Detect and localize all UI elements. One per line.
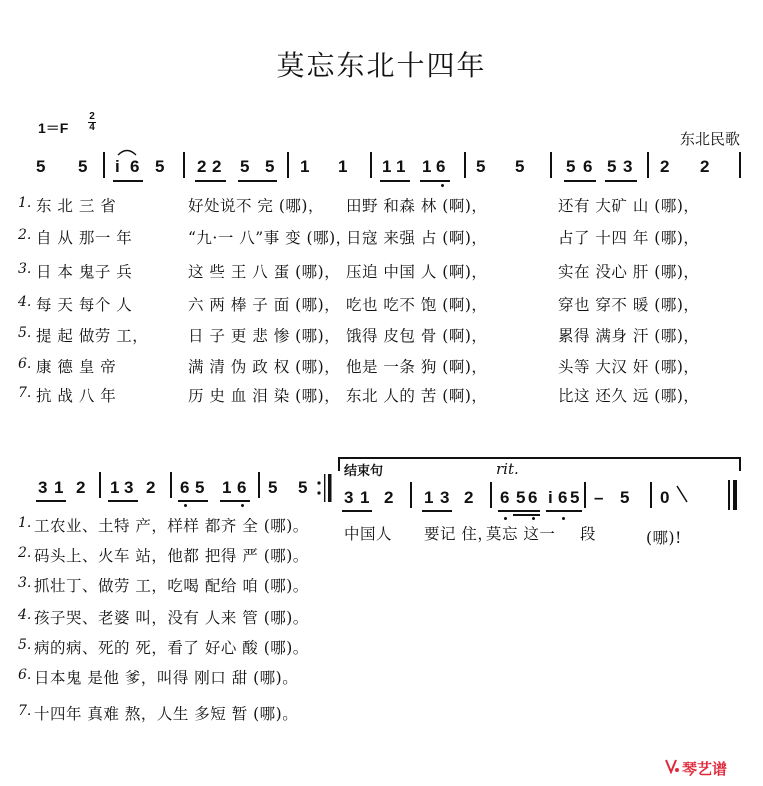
lyric-line: 提 起 做劳 工， <box>36 327 149 345</box>
song-credit: 东北民歌 <box>680 130 741 148</box>
low-octave-dot <box>504 517 507 520</box>
low-octave-dot <box>184 504 187 507</box>
note: 5 <box>78 157 88 176</box>
lyric-line: 穿也 穿不 暖 (哪)， <box>558 296 700 314</box>
low-octave-dot <box>532 517 535 520</box>
beam <box>605 180 637 182</box>
lyric-line: 好处说不 完 (哪)， <box>188 197 324 215</box>
barline <box>739 152 741 178</box>
note: 1 <box>360 488 370 507</box>
note: 6 <box>130 157 140 176</box>
qinyipu-logo-icon <box>664 758 680 774</box>
barline <box>99 472 101 498</box>
low-octave-dot <box>441 184 444 187</box>
final-barline-thick <box>733 480 737 510</box>
lyric-line: 东 北 三 省 <box>36 197 117 215</box>
verse-number: 5. <box>18 637 32 653</box>
note: 1 <box>382 157 392 176</box>
verse-number: 3. <box>18 261 32 277</box>
lyric-line: 自 从 那一 年 <box>36 229 133 247</box>
beam <box>564 180 596 182</box>
barline <box>410 482 412 508</box>
beam <box>36 500 66 502</box>
key-signature: 1＝F <box>38 120 69 136</box>
note: 6 <box>436 157 446 176</box>
breath-mark-icon <box>674 484 690 504</box>
note: 1 <box>300 157 310 176</box>
verse-number: 7. <box>18 385 32 401</box>
note: i <box>548 488 553 507</box>
barline <box>287 152 289 178</box>
note: 6 <box>500 488 510 507</box>
final-barline-thin <box>728 480 730 510</box>
beam <box>498 510 540 512</box>
verse-number: 7. <box>18 703 32 719</box>
lyric-line: 抗 战 八 年 <box>36 387 117 405</box>
lyric-line: 日 子 更 悲 惨 (哪)， <box>188 327 341 345</box>
note: 1 <box>422 157 432 176</box>
lyric-line: 压迫 中国 人 (啊)， <box>346 263 488 281</box>
time-signature <box>88 112 96 133</box>
lyric-line: 比这 还久 远 (哪)， <box>558 387 700 405</box>
note: i <box>115 157 120 176</box>
lyric-line: 他是 一条 狗 (啊)， <box>346 358 488 376</box>
note: 3 <box>344 488 354 507</box>
note: 1 <box>396 157 406 176</box>
note: 2 <box>464 488 474 507</box>
barline <box>258 472 260 498</box>
lyric-line: “九·一 八”事 变 (哪)， <box>188 229 352 247</box>
ending-bracket-right <box>739 457 741 471</box>
verse-number: 6. <box>18 356 32 372</box>
note: 1 <box>222 478 232 497</box>
lyric-line: 孩子哭、老婆 叫，没有 人来 管 (哪)。 <box>34 609 309 627</box>
note: 6 <box>583 157 593 176</box>
beam <box>420 180 450 182</box>
note: 6 <box>180 478 190 497</box>
ritardando-marking: rit. <box>496 460 519 478</box>
note: 5 <box>620 488 630 507</box>
note: 2 <box>146 478 156 497</box>
beam <box>342 510 372 512</box>
verse-number: 2. <box>18 545 32 561</box>
beam <box>546 510 582 512</box>
repeat-sign-icon <box>316 474 338 502</box>
note: 5 <box>570 488 580 507</box>
barline <box>170 472 172 498</box>
ending-lyric: (哪)! <box>646 529 682 547</box>
verse-number: 6. <box>18 667 32 683</box>
lyric-line: 这 些 王 八 蛋 (哪)， <box>188 263 341 281</box>
lyric-line: 抓壮丁、做劳 工，吃喝 配给 咱 (哪)。 <box>34 577 309 595</box>
fermata-icon <box>116 146 138 156</box>
beam <box>220 500 250 502</box>
lyric-line: 吃也 吃不 饱 (啊)， <box>346 296 488 314</box>
note: 2 <box>700 157 710 176</box>
note: 0 <box>660 488 670 507</box>
barline <box>550 152 552 178</box>
note: 2 <box>197 157 207 176</box>
verse-number: 5. <box>18 325 32 341</box>
lyric-line: 累得 满身 汗 (哪)， <box>558 327 700 345</box>
ending-lyric: 段 <box>580 525 597 543</box>
note: 2 <box>660 157 670 176</box>
note: 1 <box>424 488 434 507</box>
note: 1 <box>110 478 120 497</box>
beam <box>380 180 410 182</box>
lyric-line: 工农业、土特 产，样样 都齐 全 (哪)。 <box>34 517 309 535</box>
note: 2 <box>212 157 222 176</box>
lyric-line: 满 清 伪 政 权 (哪)， <box>188 358 341 376</box>
song-title: 莫忘东北十四年 <box>276 49 487 82</box>
barline <box>464 152 466 178</box>
verse-number: 4. <box>18 607 32 623</box>
lyric-line: 实在 没心 肝 (哪)， <box>558 263 700 281</box>
note: 6 <box>528 488 538 507</box>
note: 1 <box>54 478 64 497</box>
ending-lyric: 中国人 <box>344 525 393 543</box>
lyric-line: 头等 大汉 奸 (哪)， <box>558 358 700 376</box>
note: 3 <box>124 478 134 497</box>
lyric-line: 日寇 来强 占 (啊)， <box>346 229 488 247</box>
barline <box>490 482 492 508</box>
note: 5 <box>155 157 165 176</box>
time-signature-bottom: 4 <box>89 122 95 133</box>
verse-number: 1. <box>18 515 32 531</box>
beam <box>422 510 452 512</box>
verse-number: 2. <box>18 227 32 243</box>
note: 1 <box>338 157 348 176</box>
note: 5 <box>476 157 486 176</box>
lyric-line: 码头上、火车 站，他都 把得 严 (哪)。 <box>34 547 309 565</box>
barline <box>650 482 652 508</box>
low-octave-dot <box>241 504 244 507</box>
lyric-line: 每 天 每个 人 <box>36 296 133 314</box>
lyric-line: 日本鬼 是他 爹，叫得 刚口 甜 (哪)。 <box>34 669 299 687</box>
verse-number: 1. <box>18 195 32 211</box>
lyric-line: 饿得 皮包 骨 (啊)， <box>346 327 488 345</box>
lyric-line: 东北 人的 苦 (啊)， <box>346 387 488 405</box>
note: 6 <box>237 478 247 497</box>
note: 5 <box>566 157 576 176</box>
beam <box>195 180 226 182</box>
lyric-line: 十四年 真难 熬，人生 多短 暂 (哪)。 <box>34 705 299 723</box>
lyric-line: 占了 十四 年 (哪)， <box>558 229 700 247</box>
note: 5 <box>516 488 526 507</box>
beam <box>113 180 143 182</box>
ending-label: 结束句 <box>344 463 384 478</box>
ending-lyric: 要记 住， <box>424 525 494 543</box>
note: 5 <box>240 157 250 176</box>
note: 5 <box>265 157 275 176</box>
ending-bracket-line <box>338 457 740 459</box>
barline <box>183 152 185 178</box>
barline <box>103 152 105 178</box>
beam <box>178 500 208 502</box>
lyric-line: 病的病、死的 死，看了 好心 酸 (哪)。 <box>34 639 309 657</box>
lyric-line: 康 德 皇 帝 <box>36 358 117 376</box>
beam <box>238 180 277 182</box>
note: 5 <box>268 478 278 497</box>
barline <box>647 152 649 178</box>
beam <box>513 514 540 516</box>
lyric-line: 田野 和森 林 (啊)， <box>346 197 488 215</box>
note: 3 <box>440 488 450 507</box>
barline <box>370 152 372 178</box>
note: 5 <box>195 478 205 497</box>
ending-bracket-left <box>338 457 340 471</box>
ending-lyric: 莫忘 这一 <box>486 525 556 543</box>
note: 5 <box>515 157 525 176</box>
verse-number: 4. <box>18 294 32 310</box>
note: 3 <box>38 478 48 497</box>
note: 2 <box>384 488 394 507</box>
time-signature-top: 2 <box>89 111 95 122</box>
verse-number: 3. <box>18 575 32 591</box>
note: 3 <box>623 157 633 176</box>
note: 2 <box>76 478 86 497</box>
low-octave-dot <box>562 517 565 520</box>
note: 5 <box>298 478 308 497</box>
note: 6 <box>558 488 568 507</box>
note: 5 <box>36 157 46 176</box>
barline <box>584 482 586 508</box>
beam <box>108 500 138 502</box>
note: 5 <box>607 157 617 176</box>
lyric-line: 还有 大矿 山 (哪)， <box>558 197 700 215</box>
lyric-line: 日 本 鬼子 兵 <box>36 263 133 281</box>
note: – <box>594 488 604 507</box>
lyric-line: 历 史 血 泪 染 (哪)， <box>188 387 341 405</box>
lyric-line: 六 两 棒 子 面 (哪)， <box>188 296 341 314</box>
watermark-text: 琴艺谱 <box>682 761 728 778</box>
